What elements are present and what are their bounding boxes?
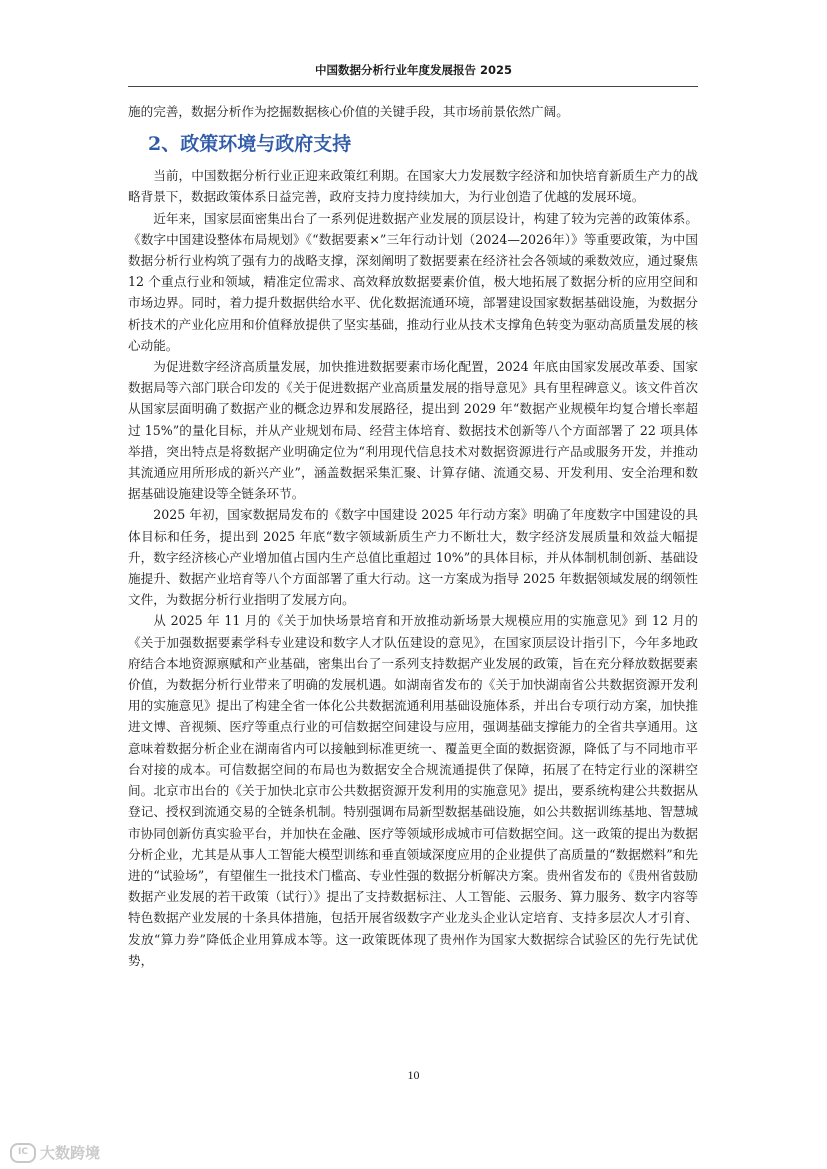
section-heading: 2、政策环境与政府支持 <box>148 133 352 156</box>
paragraph-4: 2025 年初，国家数据局发布的《数字中国建设 2025 年行动方案》明确了年度数字中国建设的具体目标和任务，提出到 2025 年底“数字领域新质生产力不断壮大，数字经济发展质量和效益大幅提升，数字经济核心产业增加值占国内生产总值比重超过 10%”的具体目标，并从体制机制创新、基础设施提升、数据产业培育等八个方面部署了重大行动。这一方案成为指导 2025 年数据领域发展的纲领性文件，为数据分析行业指明了发展方向。 <box>128 507 698 608</box>
paragraph-3: 为促进数字经济高质量发展，加快推进数据要素市场化配置，2024 年底由国家发展改革委、国家数据局等六部门联合印发的《关于促进数据产业高质量发展的指导意见》具有里程碑意义。该文件首次从国家层面明确了数据产业的概念边界和发展路径，提出到 2029 年“数据产业规模年均复合增长率超过 15%”的量化目标，并从产业规划布局、经营主体培育、数据技术创新等八个方面部署了 22 项具体举措，突出特点是将数据产业明确定位为“利用现代信息技术对数据资源进行产品或服务开发，并推动其流通应用所形成的新兴产业”，涵盖数据采集汇聚、计算存储、流通交易、开发利用、安全治理和数据基础设施建设等全链条环节。 <box>128 359 698 502</box>
watermark-logo-icon: IC <box>10 1143 36 1163</box>
watermark-text: 大数跨境 <box>40 1144 101 1162</box>
document-body <box>128 101 698 971</box>
page-number: 10 <box>407 1068 420 1082</box>
paragraph-2: 近年来，国家层面密集出台了一系列促进数据产业发展的顶层设计，构建了较为完善的政策体系。《数字中国建设整体布局规划》《“数据要素×”三年行动计划（2024—2026年）》等重要政策，为中国数据分析行业构筑了强有力的战略支撑，深刻阐明了数据要素在经济社会各领域的乘数效应，通过聚焦 12 个重点行业和领域，精准定位需求、高效释放数据要素价值，极大地拓展了数据分析的应用空间和市场边界。同时，着力提升数据供给水平、优化数据流通环境，部署建设国家数据基础设施，为数据分析技术的产业化应用和价值释放提供了坚实基础，推动行业从技术支撑角色转变为驱动高质量发展的核心动能。 <box>128 210 698 353</box>
paragraph-5: 从 2025 年 11 月的《关于加快场景培育和开放推动新场景大规模应用的实施意见》到 12 月的《关于加强数据要素学科专业建设和数字人才队伍建设的意见》，在国家顶层设计指引下，今年多地政府结合本地资源禀赋和产业基础，密集出台了一系列支持数据产业发展的政策，旨在充分释放数据要素价值，为数据分析行业带来了明确的发展机遇。如湖南省发布的《关于加快湖南省公共数据资源开发利用的实施意见》提出了构建全省一体化公共数据流通利用基础设施体系，并出台专项行动方案，加快推进文博、音视频、医疗等重点行业的可信数据空间建设与应用，强调基础支撑能力的全省共享通用。这意味着数据分析企业在湖南省内可以接触到标准更统一、覆盖更全面的数据资源，降低了与不同地市平台对接的成本。可信数据空间的布局也为数据安全合规流通提供了保障，拓展了在特定行业的深耕空间。北京市出台的《关于加快北京市公共数据资源开发利用的实施意见》提出，要系统构建公共数据从登记、授权到流通交易的全链条机制。特别强调布局新型数据基础设施，如公共数据训练基地、智慧城市协同创新仿真实验平台，并加快在金融、医疗等领域形成城市可信数据空间。这一政策的提出为数据分析企业，尤其是从事人工智能大模型训练和垂直领域深度应用的企业提供了高质量的“数据燃料”和先进的“试验场”，有望催生一批技术门槛高、专业性强的数据分析解决方案。贵州省发布的《贵州省鼓励数据产业发展的若干政策（试行）》提出了支持数据标注、人工智能、云服务、算力服务、数字内容等特色数据产业发展的十条具体措施，包括开展省级数字产业龙头企业认定培育、支持多层次人才引育、发放“算力券”降低企业用算成本等。这一政策既体现了贵州作为国家大数据综合试验区的先行先试优势， <box>128 613 698 968</box>
header-divider <box>128 86 698 87</box>
watermark <box>10 1142 100 1163</box>
continuation-paragraph: 施的完善，数据分析作为挖掘数据核心价值的关键手段，其市场前景依然广阔。 <box>128 104 569 119</box>
paragraph-1: 当前，中国数据分析行业正迎来政策红利期。在国家大力发展数字经济和加快培育新质生产力的战略背景下，数据政策体系日益完善，政府支持力度持续加大，为行业创造了优越的发展环境。 <box>128 168 698 205</box>
running-header: 中国数据分析行业年度发展报告 2025 <box>314 63 512 77</box>
